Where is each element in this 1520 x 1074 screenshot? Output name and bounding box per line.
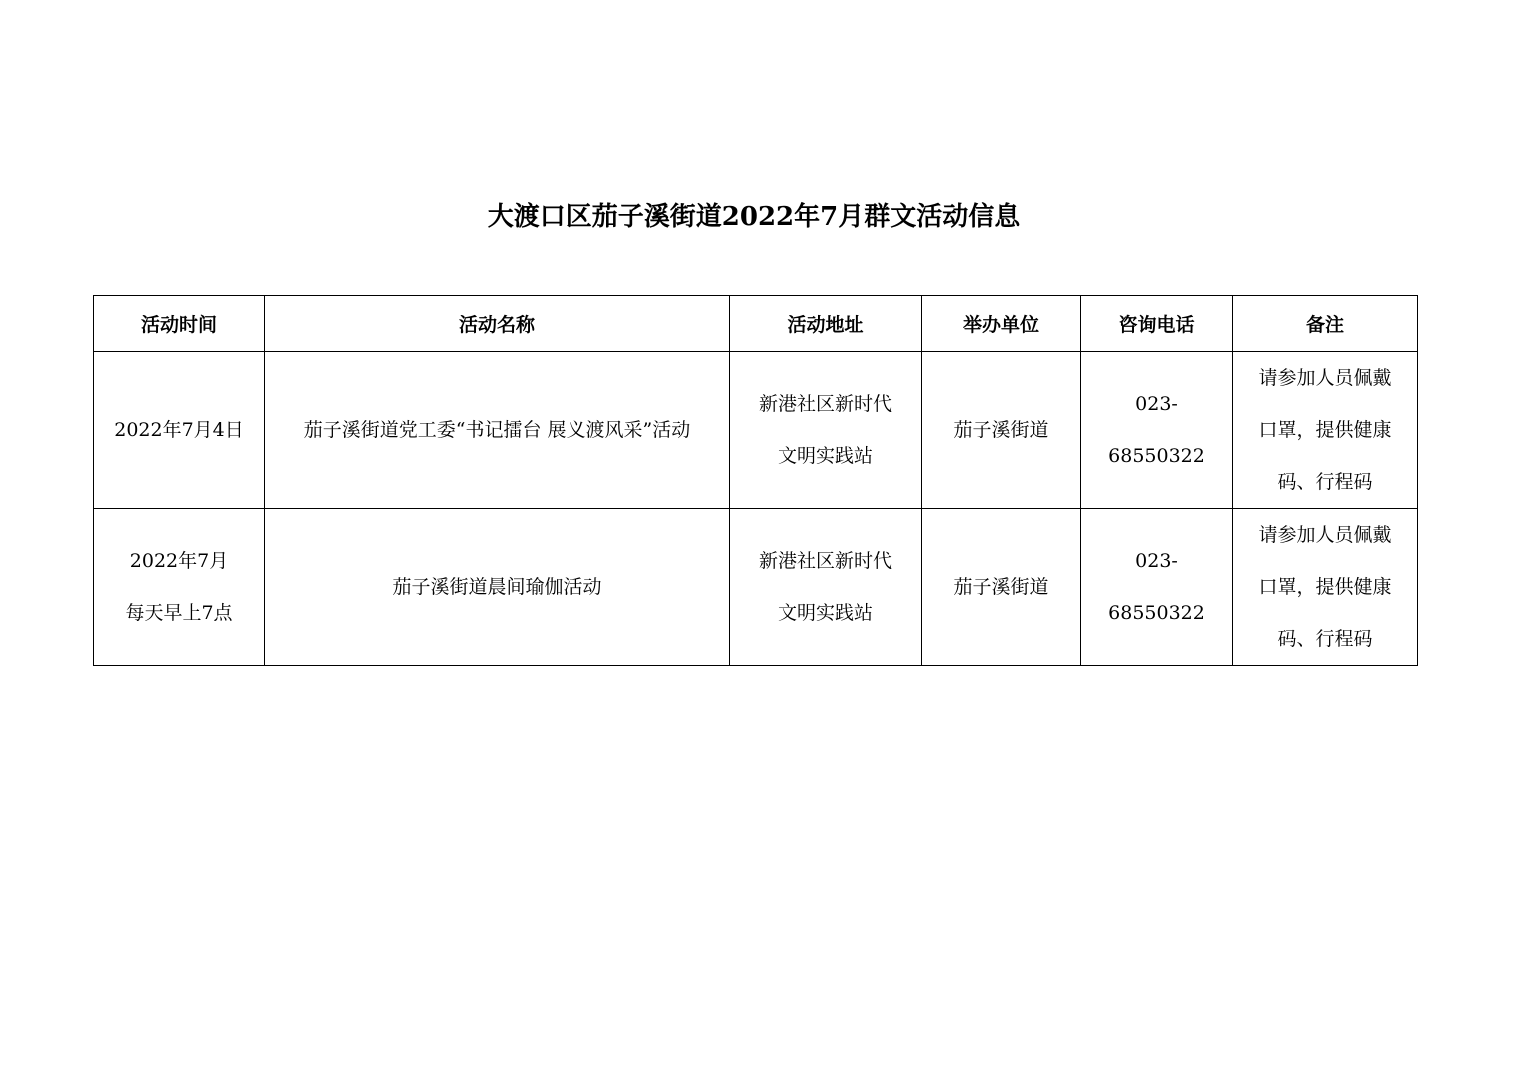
cell-address xyxy=(730,509,922,666)
activity-table xyxy=(93,295,1418,666)
address-line: 文明实践站 xyxy=(777,445,873,467)
note-line: 码、行程码 xyxy=(1277,471,1373,493)
cell-organizer: 茄子溪街道 xyxy=(922,352,1081,509)
note-line: 口罩，提供健康 xyxy=(1258,576,1392,598)
header-address: 活动地址 xyxy=(730,296,922,352)
table-header-row xyxy=(94,296,1418,352)
note-line: 请参加人员佩戴 xyxy=(1258,524,1392,546)
cell-address xyxy=(730,352,922,509)
cell-phone: 023-68550322 xyxy=(1081,352,1233,509)
time-line: 每天早上7点 xyxy=(125,602,233,624)
header-name: 活动名称 xyxy=(265,296,730,352)
header-note: 备注 xyxy=(1233,296,1418,352)
note-line: 请参加人员佩戴 xyxy=(1258,367,1392,389)
table-row xyxy=(94,509,1418,666)
header-organizer: 举办单位 xyxy=(922,296,1081,352)
note-line: 码、行程码 xyxy=(1277,628,1373,650)
cell-note xyxy=(1233,352,1418,509)
table-row xyxy=(94,352,1418,509)
note-line: 口罩，提供健康 xyxy=(1258,419,1392,441)
cell-time xyxy=(94,352,265,509)
header-phone: 咨询电话 xyxy=(1081,296,1233,352)
time-line: 2022年7月4日 xyxy=(114,419,244,441)
page-title: 大渡口区茄子溪街道2022年7月群文活动信息 xyxy=(487,202,1021,232)
address-line: 文明实践站 xyxy=(777,602,873,624)
cell-name: 茄子溪街道党工委“书记擂台 展义渡风采”活动 xyxy=(265,352,730,509)
address-line: 新港社区新时代 xyxy=(758,393,892,415)
header-time: 活动时间 xyxy=(94,296,265,352)
cell-phone: 023-68550322 xyxy=(1081,509,1233,666)
cell-note xyxy=(1233,509,1418,666)
cell-name: 茄子溪街道晨间瑜伽活动 xyxy=(265,509,730,666)
time-line: 2022年7月 xyxy=(129,550,229,572)
cell-time xyxy=(94,509,265,666)
address-line: 新港社区新时代 xyxy=(758,550,892,572)
cell-organizer: 茄子溪街道 xyxy=(922,509,1081,666)
